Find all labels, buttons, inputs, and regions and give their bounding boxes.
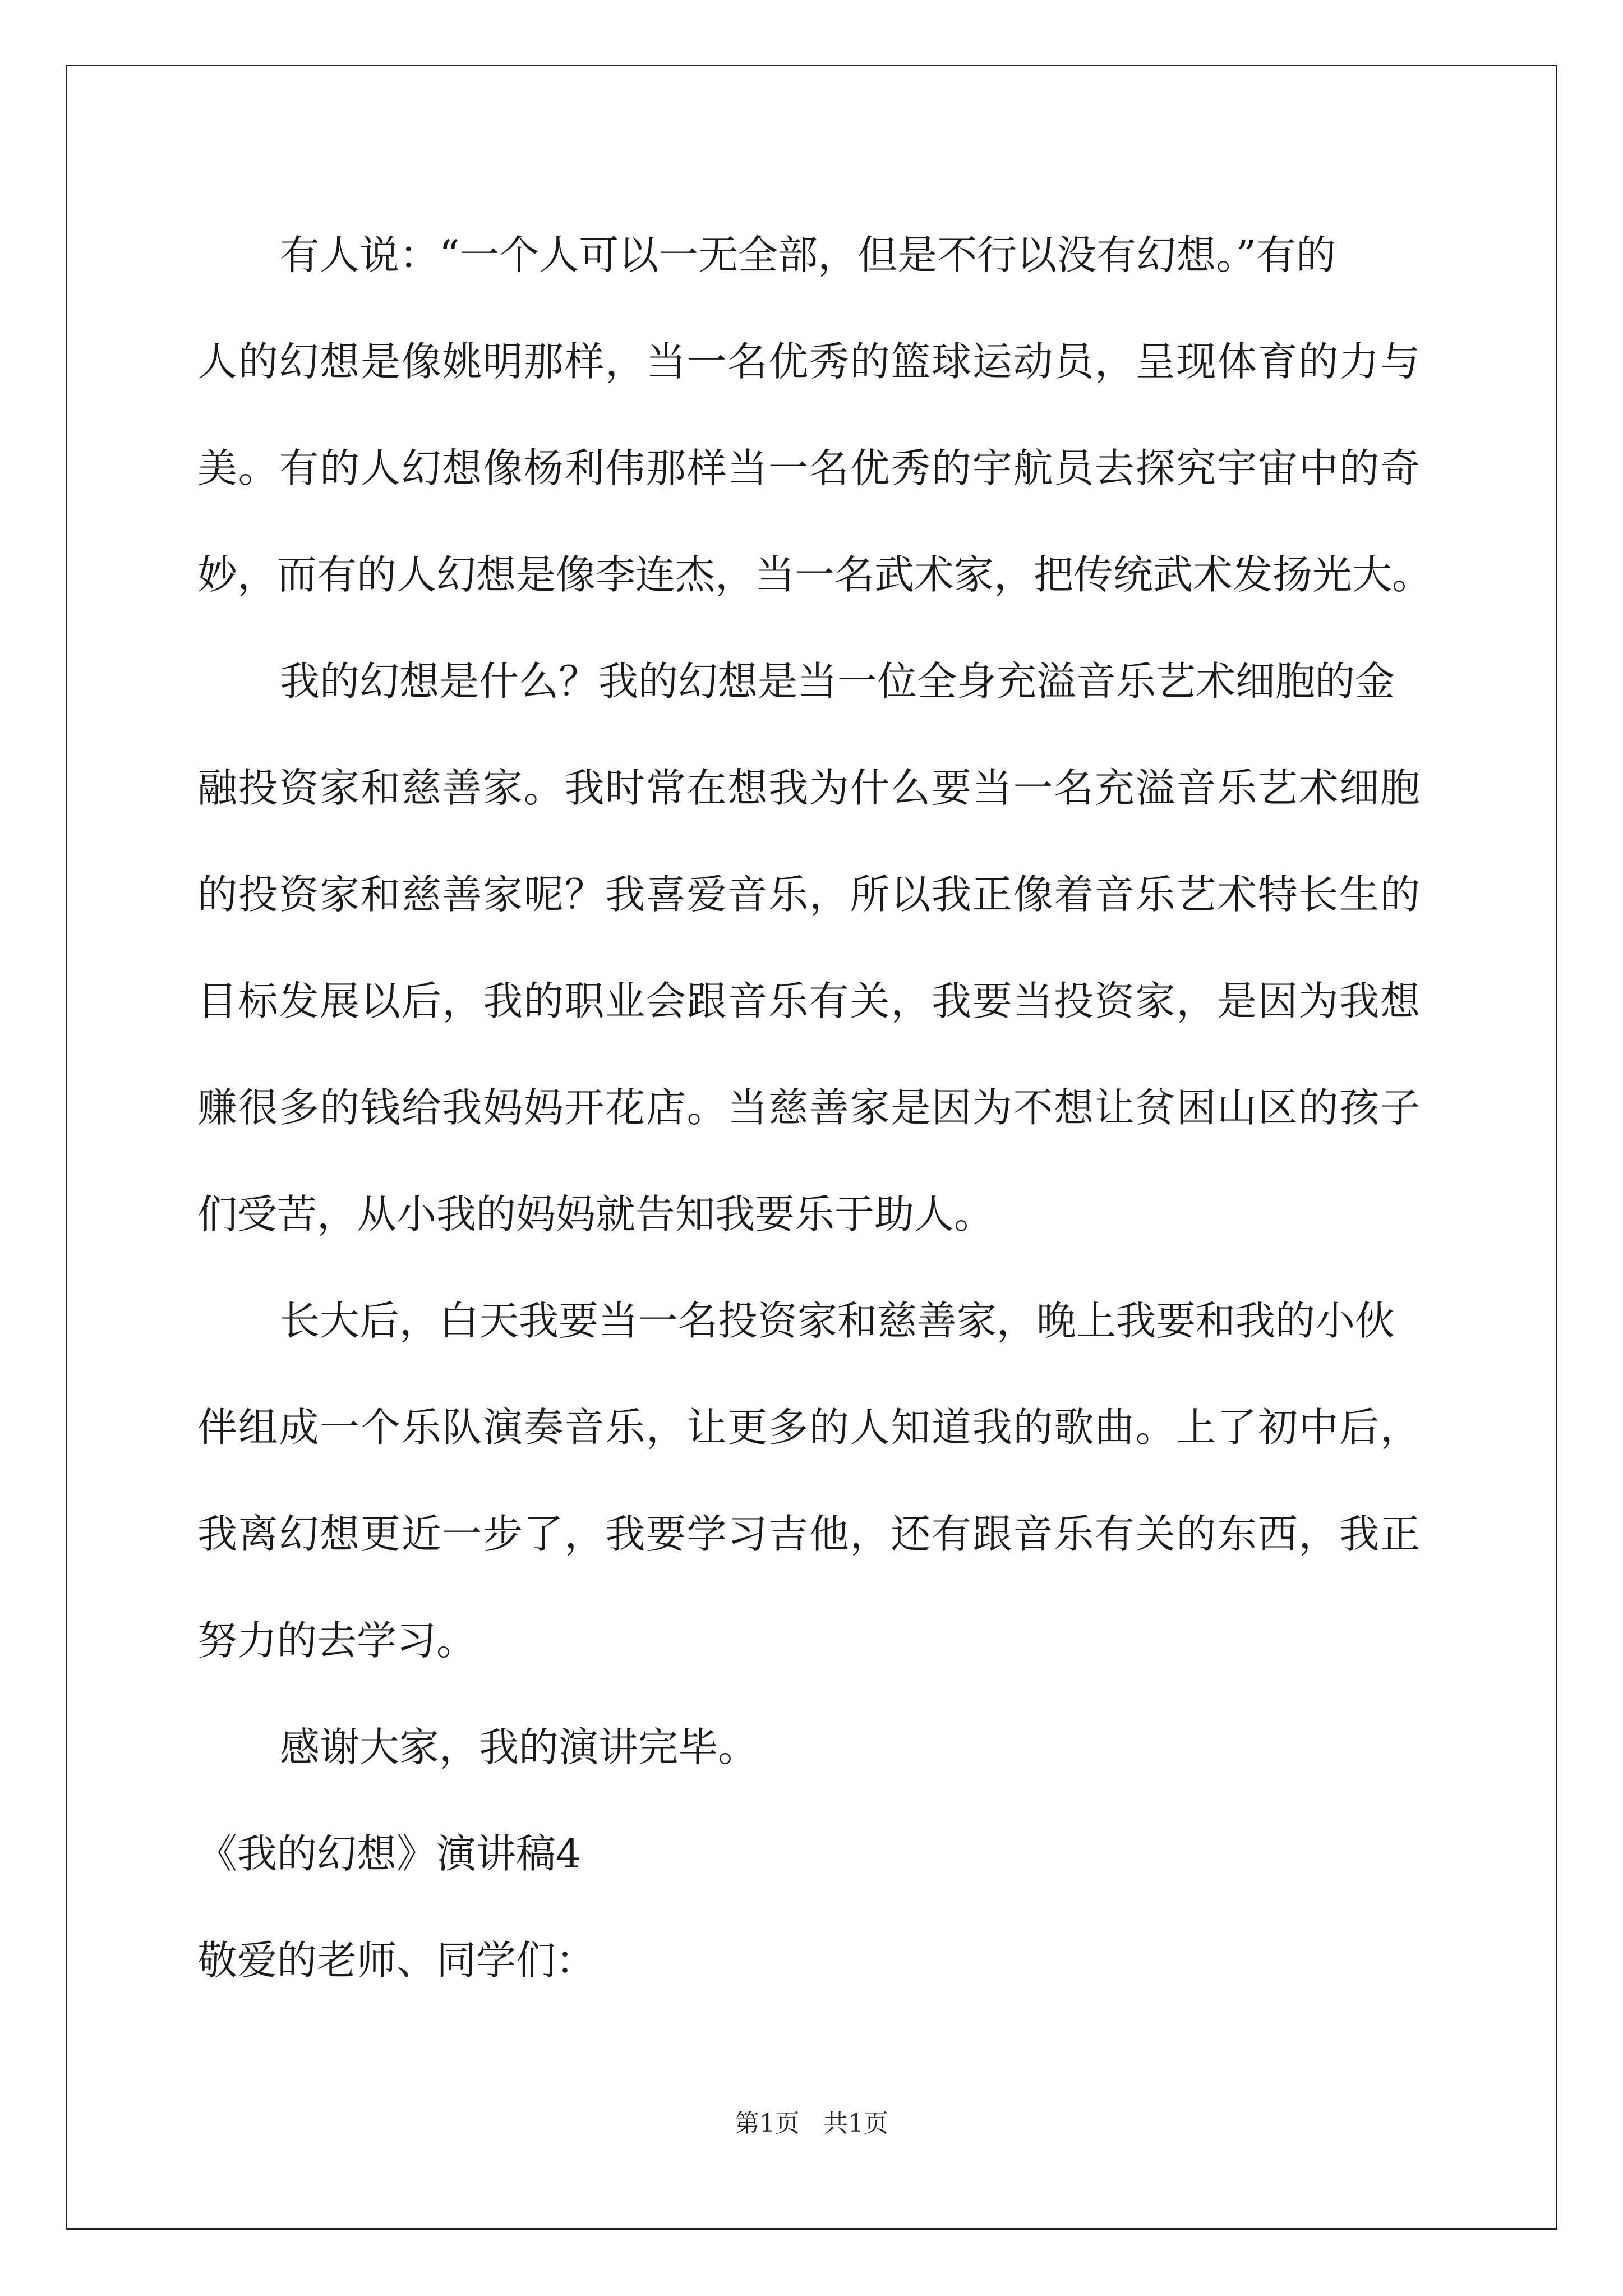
paragraph-2-line-4: 目标发展以后，我的职业会跟音乐有关，我要当投资家，是因为我想 <box>197 978 1420 1024</box>
total-pages: 共1页 <box>823 2109 888 2138</box>
paragraph-1-line-3: 美。有的人幻想像杨利伟那样当一名优秀的宇航员去探究宇宙中的奇 <box>197 445 1420 491</box>
paragraph-3-line-2: 伴组成一个乐队演奏音乐，让更多的人知道我的歌曲。上了初中后， <box>197 1404 1420 1451</box>
paragraph-1-line-2: 人的幻想是像姚明那样，当一名优秀的篮球运动员，呈现体育的力与 <box>197 338 1420 385</box>
paragraph-2-line-5: 赚很多的钱给我妈妈开花店。当慈善家是因为不想让贫困山区的孩子 <box>197 1084 1420 1131</box>
paragraph-2-line-1: 我的幻想是什么？我的幻想是当一位全身充溢音乐艺术细胞的金 <box>280 658 1395 705</box>
salutation: 敬爱的老师、同学们： <box>197 1937 596 1984</box>
paragraph-3-line-3: 我离幻想更近一步了，我要学习吉他，还有跟音乐有关的东西，我正 <box>197 1511 1420 1557</box>
paragraph-3-line-4: 努力的去学习。 <box>197 1617 477 1664</box>
page-footer <box>0 2107 1623 2141</box>
paragraph-1-line-4: 妙，而有的人幻想是像李连杰，当一名武术家，把传统武术发扬光大。 <box>197 551 1432 598</box>
paragraph-4-line-1: 感谢大家，我的演讲完毕。 <box>280 1724 758 1770</box>
paragraph-2-line-6: 们受苦，从小我的妈妈就告知我要乐于助人。 <box>197 1191 994 1237</box>
paragraph-1-line-1: 有人说：“一个人可以一无全部，但是不行以没有幻想。”有的 <box>280 232 1336 278</box>
paragraph-2-line-2: 融投资家和慈善家。我时常在想我为什么要当一名充溢音乐艺术细胞 <box>197 765 1420 811</box>
paragraph-3-line-1: 长大后，白天我要当一名投资家和慈善家，晚上我要和我的小伙 <box>280 1297 1395 1344</box>
paragraph-2-line-3: 的投资家和慈善家呢？我喜爱音乐，所以我正像着音乐艺术特长生的 <box>197 871 1420 918</box>
footer-spacer <box>800 2109 823 2138</box>
page-number: 第1页 <box>735 2109 800 2138</box>
section-title: 《我的幻想》演讲稿4 <box>197 1830 582 1877</box>
